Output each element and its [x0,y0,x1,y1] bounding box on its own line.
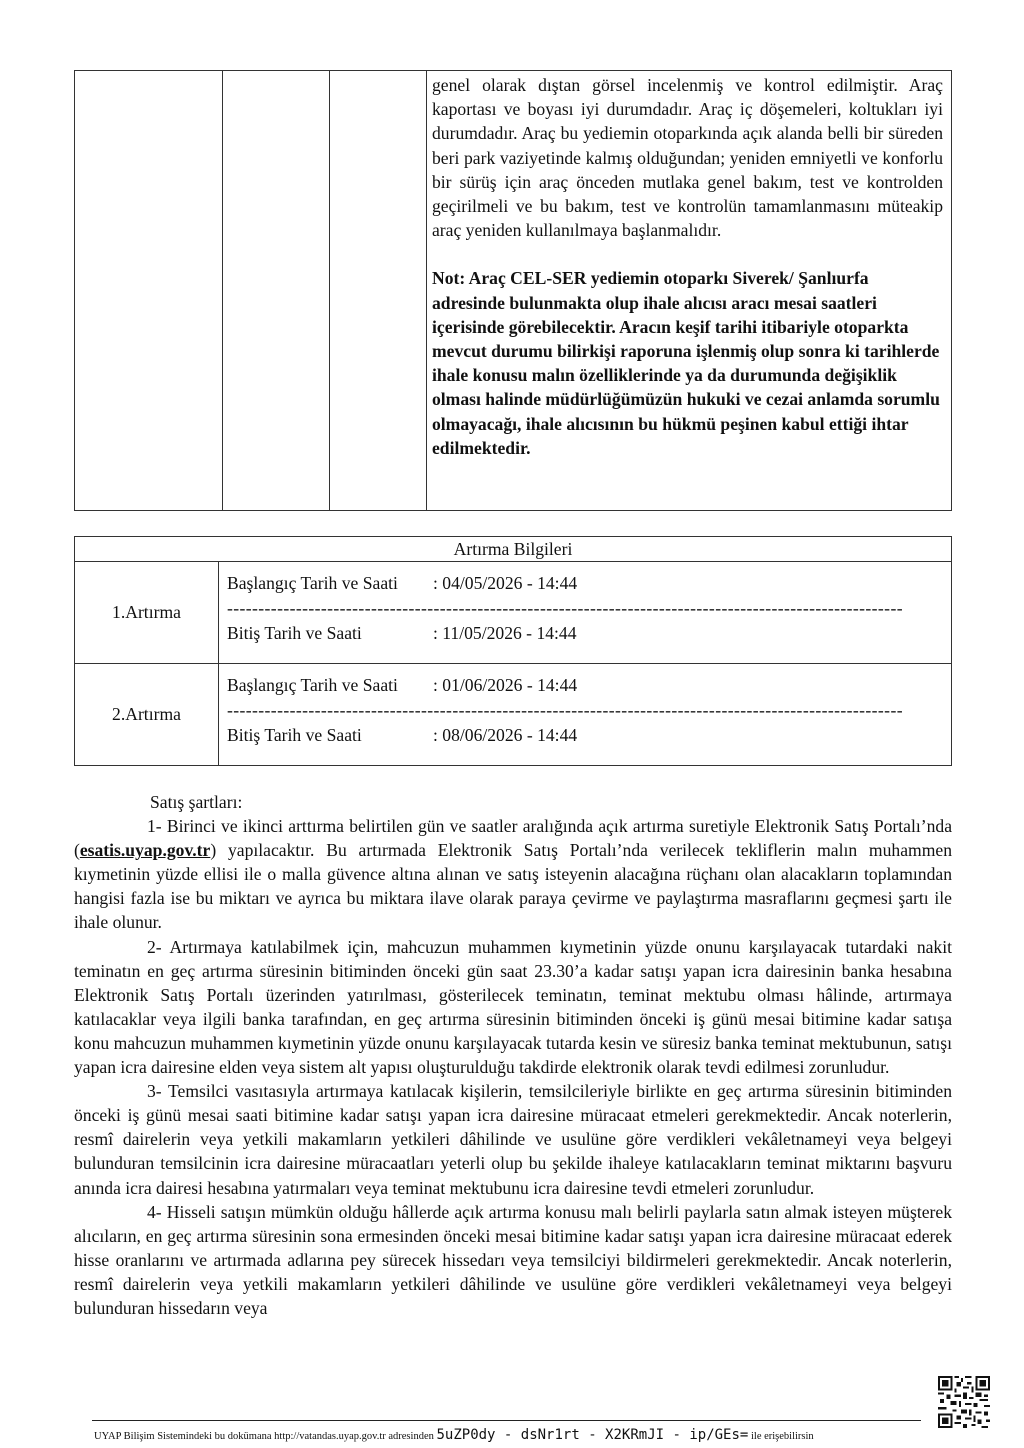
auction-round-label: 2.Artırma [75,663,219,765]
sale-term-1-text-a: 1- Birinci ve ikinci arttırma belirtilen gün ve saatler aralığında açık artırma suretiyle Elektronik Satış Portalı’nda ( [74,816,952,861]
auction-round-dates [227,571,945,646]
vehicle-details-table [74,70,952,511]
column-divider [222,71,223,510]
verification-code: 5uZP0dy - dsNr1rt - X2KRmJI - ip/GEs= [436,1427,749,1443]
sale-terms-title: Satış şartları: [150,792,243,812]
sale-term-4: 4- Hisseli satışın mümkün olduğu hâllerde açık artırma konusu malı belirli paylarla satın almak isteyen müşterek alıcıların, en geç artırma süresinin sona ermesinden önceki mesai bitimine kadar satışı yapan icra dairesine müracaat ederek hisse oranlarını ve artırmada adlarına pey sürecek hissedarı veya temsilciyi bildirmeleri gerekmektedir. Ancak noterlerin, resmî dairelerin veya yetkili makamların yetkileri dâhilinde ve usulüne göre verdikleri vekâletnameyi veya belgeyi bulunduran hissedarın veya [74,1201,952,1318]
dashed-separator: ------------------------------------------------------------------------------------------------------------ [227,598,903,618]
auction-round-dates [227,673,945,748]
column-divider [329,71,330,510]
sale-term-3: 3- Temsilci vasıtasıyla artırmaya katılacak kişilerin, temsilcileriyle birlikte en geç artırma süresinin bitiminden önceki iş günü mesai saati bitimine kadar satışı yapan icra dairesine müracaat etmeleri gerekmektedir. Ancak noterlerin, resmî dairelerin veya yetkili makamların yetkileri dâhilinde ve usulüne göre verdikleri vekâletnameyi veya belgeyi bulunduran temsilcinin icra dairesine müracaatları yeterli olup bu şekilde ihaleye katılacakların teminat miktarını başvuru anında icra dairesi hesabına yatırmaları veya teminat mektubunu icra dairesine tevdi etmeleri zorunludur. [74,1081,952,1198]
end-date-value: : 11/05/2026 - 14:44 [433,623,577,643]
sale-term-1-text-b: ) yapılacaktır. Bu artırmada Elektronik Satış Portalı’nda verilecek tekliflerin malın muhammen kıymetinin yüzde ellisi ile o malla güvence altına alınan ve satış isteyenin alacağına rüçhanı olan alacakların toplamından hangisi fazla ise bu miktarı ve ayrıca bu miktara ilave olarak paraya çevirme ve paylaştırma masraflarını geçmesi şartı ile ihale olunur. [74,840,952,933]
auction-round-row [75,561,951,664]
vehicle-description-cell [432,73,943,460]
auction-round-row [75,663,951,765]
auction-info-table [74,536,952,766]
end-date-label: Bitiş Tarih ve Saati [227,725,362,745]
esatis-link[interactable]: esatis.uyap.gov.tr [79,840,211,861]
start-date-label: Başlangıç Tarih ve Saati [227,573,398,593]
vehicle-note: Not: Araç CEL-SER yediemin otoparkı Siverek/ Şanlıurfa adresinde bulunmakta olup ihale alıcısı aracı mesai saatleri içerisinde görebilecektir. Aracın keşif tarihi itibariyle otoparkta mevcut durumu bilirkişi raporuna işlenmiş olup sonra ki tarihlerde ihale konusu malın özelliklerinde ya da durumunda değişiklik olması halinde müdürlüğümüzün hukuki ve cezai anlamda sorumlu olmayacağı, ihale alıcısının bu hükmü peşinen kabul ettiği ihtar edilmektedir. [432,268,940,458]
qr-code-icon [938,1376,990,1428]
start-date-value: : 04/05/2026 - 14:44 [433,573,578,593]
footer-prefix: UYAP Bilişim Sistemindeki bu dokümana http://vatandas.uyap.gov.tr adresinden [94,1431,434,1442]
start-date-label: Başlangıç Tarih ve Saati [227,675,398,695]
end-date-value: : 08/06/2026 - 14:44 [433,725,578,745]
auction-info-title: Artırma Bilgileri [75,537,951,562]
footer [94,1427,814,1443]
auction-round-label: 1.Artırma [75,561,219,663]
dashed-separator: ------------------------------------------------------------------------------------------------------------ [227,700,903,720]
vehicle-description: genel olarak dıştan görsel incelenmiş ve kontrol edilmiştir. Araç kaportası ve boyası iyi durumdadır. Araç iç döşemeleri, koltukları iyi durumdadır. Araç bu yediemin otoparkında açık alanda belli bir süreden beri park vaziyetinde kalmış olduğundan; yeniden emniyetli ve konforlu bir sürüş için araç önceden mutlaka genel bakım, test ve kontrolden geçirilmeli ve bu bakım, test ve kontrolün tamamlanmasını müteakip araç yeniden kullanılmaya başlanmalıdır. [432,75,943,241]
end-date-label: Bitiş Tarih ve Saati [227,623,362,643]
sale-terms-section [74,790,952,1320]
sale-term-1 [74,814,952,934]
sale-term-2: 2- Artırmaya katılabilmek için, mahcuzun muhammen kıymetinin yüzde onunu karşılayacak tutardaki nakit teminatın en geç artırma süresinin bitiminden önceki gün saat 23.30’a kadar satışı yapan icra dairesinin banka hesabına Elektronik Satış Portalı üzerinden yatırılması, gösterilecek teminatın, teminat mektubu olması hâlinde, artırmaya katılacaklar veya ilgili banka tarafından, en geç artırma süresinin bitiminden önceki iş günü mesai bitimine kadar satışa konu mahcuzun muhammen kıymetinin yüzde onunu karşılayacak tutarda kesin ve süresiz banka teminat mektubunun, satışı yapan icra dairesine elden veya sistem alt yapısı oluşturulduğu takdirde elektronik olarak tevdi edilmesi zorunludur. [74,936,952,1078]
footer-divider [92,1420,921,1421]
start-date-value: : 01/06/2026 - 14:44 [433,675,578,695]
column-divider [426,71,427,510]
footer-suffix: ile erişebilirsin [750,1431,814,1442]
